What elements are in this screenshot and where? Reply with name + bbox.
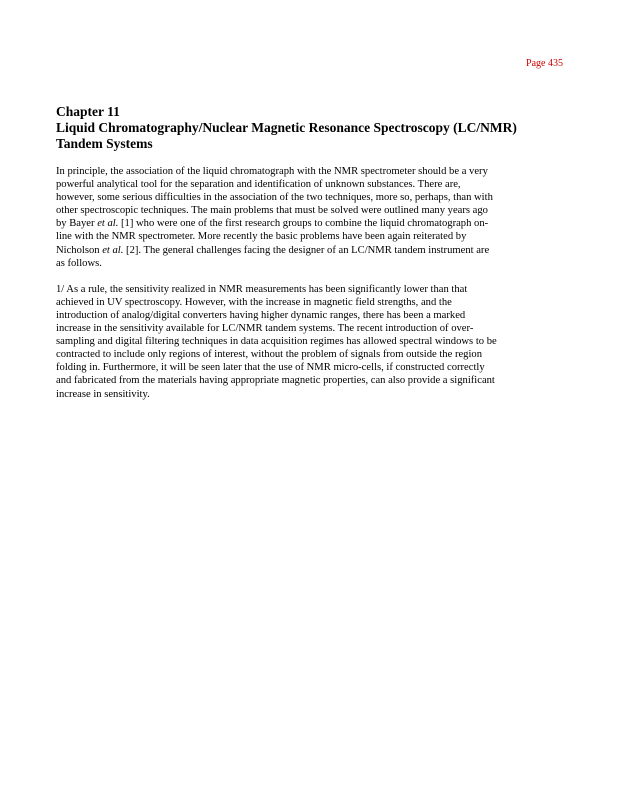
text-fragment: by Bayer <box>56 218 98 230</box>
text-line: other spectroscopic techniques. The main problems that must be solved were outlined many years ago <box>56 205 488 217</box>
citation-et-al: et al. <box>97 218 119 230</box>
text-fragment: [1] who were one of the first research groups to combine the liquid chromatograph on- <box>118 218 489 230</box>
sensitivity-paragraph <box>56 283 564 401</box>
text-line: increase in the sensitivity available for LC/NMR tandem systems. The recent introduction of over- <box>56 323 474 335</box>
chapter-number: Chapter 11 <box>56 104 120 119</box>
page-number: Page 435 <box>526 58 563 69</box>
text-line: line with the NMR spectrometer. More recently the basic problems have been again reiterated by <box>56 231 467 243</box>
text-line: and fabricated from the materials having appropriate magnetic properties, can also provide a significant <box>56 375 495 387</box>
text-fragment: Nicholson <box>56 244 103 256</box>
chapter-heading <box>56 104 564 152</box>
text-line: powerful analytical tool for the separation and identification of unknown substances. There are, <box>56 179 461 191</box>
text-line: sampling and digital filtering techniques in data acquisition regimes has allowed spectral windows to be <box>56 336 497 348</box>
text-line: however, some serious difficulties in the association of the two techniques, more so, perhaps, than with <box>56 192 493 204</box>
text-line <box>56 217 564 230</box>
text-line: introduction of analog/digital converters having higher dynamic ranges, there has been a marked <box>56 309 466 321</box>
page-content <box>56 104 564 401</box>
text-line: achieved in UV spectroscopy. However, with the increase in magnetic field strengths, and the <box>56 296 452 308</box>
text-line: contracted to include only regions of interest, without the problem of signals from outside the region <box>56 349 483 361</box>
text-line: In principle, the association of the liquid chromatograph with the NMR spectrometer should be a very <box>56 166 488 177</box>
intro-paragraph <box>56 165 564 270</box>
text-line: increase in sensitivity. <box>56 388 150 400</box>
citation-et-al: et al. <box>102 244 124 256</box>
chapter-title-line-1: Liquid Chromatography/Nuclear Magnetic Resonance Spectroscopy (LC/NMR) <box>56 120 517 135</box>
text-fragment: [2]. The general challenges facing the designer of an LC/NMR tandem instrument are <box>123 244 490 256</box>
text-line: as follows. <box>56 257 102 269</box>
chapter-title-line-2: Tandem Systems <box>56 136 153 151</box>
text-line <box>56 244 564 257</box>
text-line: 1/ As a rule, the sensitivity realized in NMR measurements has been significantly lower than that <box>56 283 468 295</box>
text-line: folding in. Furthermore, it will be seen later that the use of NMR micro-cells, if constructed correctly <box>56 362 485 374</box>
